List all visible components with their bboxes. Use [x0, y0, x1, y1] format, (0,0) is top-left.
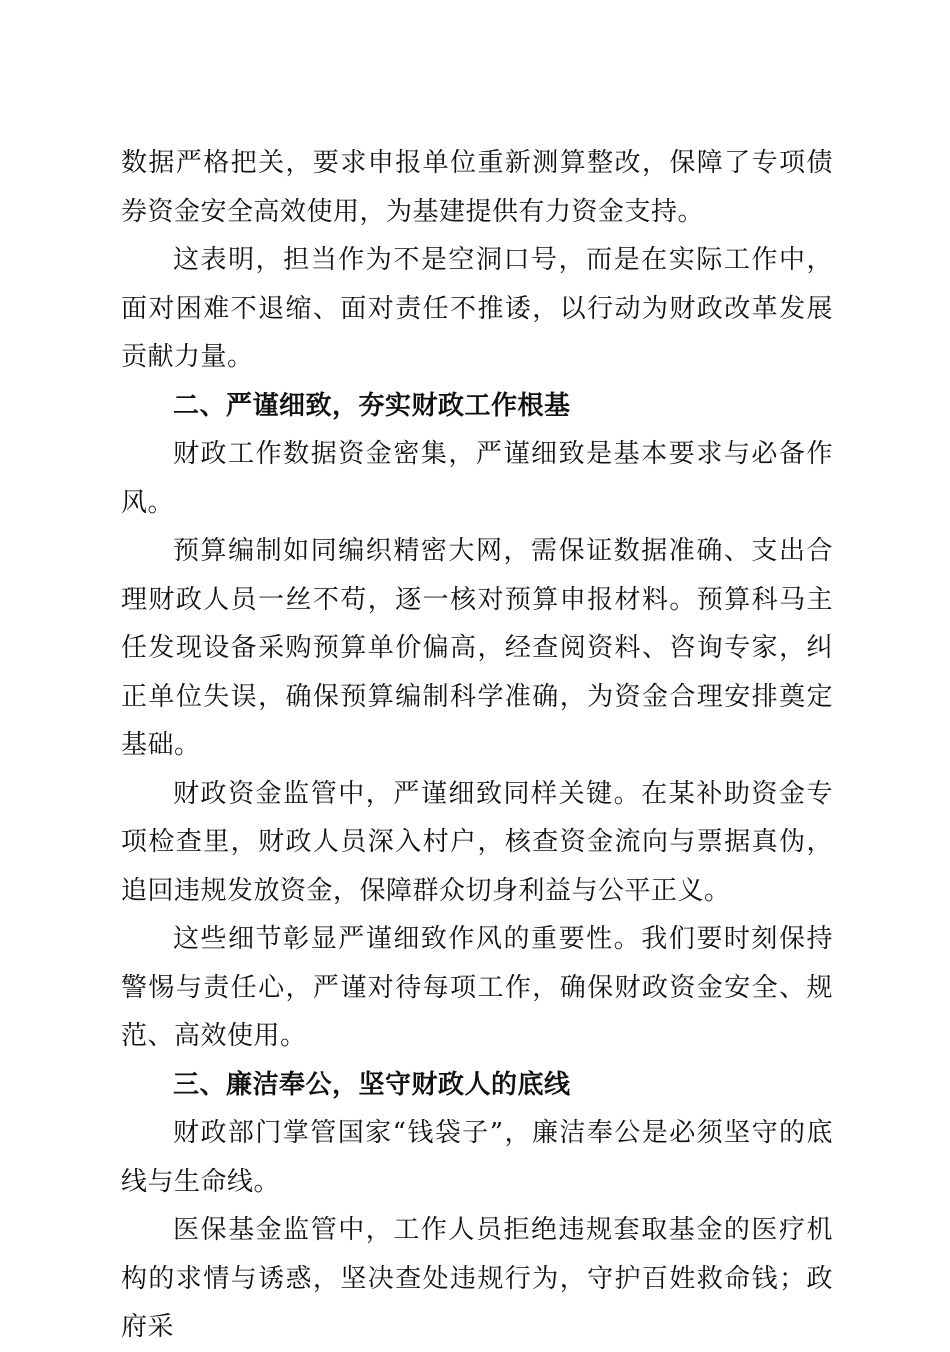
paragraph: 财政工作数据资金密集，严谨细致是基本要求与必备作风。	[121, 439, 833, 518]
paragraph: 财政资金监管中，严谨细致同样关键。在某补助资金专项检查里，财政人员深入村户，核查资金流向与票据真伪，追回违规发放资金，保障群众切身利益与公平正义。	[121, 778, 833, 906]
document-body	[121, 139, 833, 1352]
paragraph: 这些细节彰显严谨细致作风的重要性。我们要时刻保持警惕与责任心，严谨对待每项工作，确保财政资金安全、规范、高效使用。	[121, 924, 833, 1051]
paragraph-continuation: 数据严格把关，要求申报单位重新测算整改，保障了专项债券资金安全高效使用，为基建提供有力资金支持。	[121, 148, 833, 227]
section-heading-2: 二、严谨细致，夯实财政工作根基	[173, 390, 571, 421]
section-heading-3: 三、廉洁奉公，坚守财政人的底线	[173, 1069, 571, 1100]
paragraph: 这表明，担当作为不是空洞口号，而是在实际工作中，面对困难不退缩、面对责任不推诿，以行动为财政改革发展贡献力量。	[121, 245, 833, 372]
paragraph: 财政部门掌管国家“钱袋子”，廉洁奉公是必须坚守的底线与生命线。	[121, 1118, 833, 1197]
paragraph: 医保基金监管中，工作人员拒绝违规套取基金的医疗机构的求情与诱惑，坚决查处违规行为，守护百姓救命钱；政府采	[121, 1215, 833, 1342]
paragraph: 预算编制如同编织精密大网，需保证数据准确、支出合理财政人员一丝不苟，逐一核对预算申报材料。预算科马主任发现设备采购预算单价偏高，经查阅资料、咨询专家，纠正单位失误，确保预算编制科学准确，为资金合理安排奠定基础。	[121, 536, 833, 760]
